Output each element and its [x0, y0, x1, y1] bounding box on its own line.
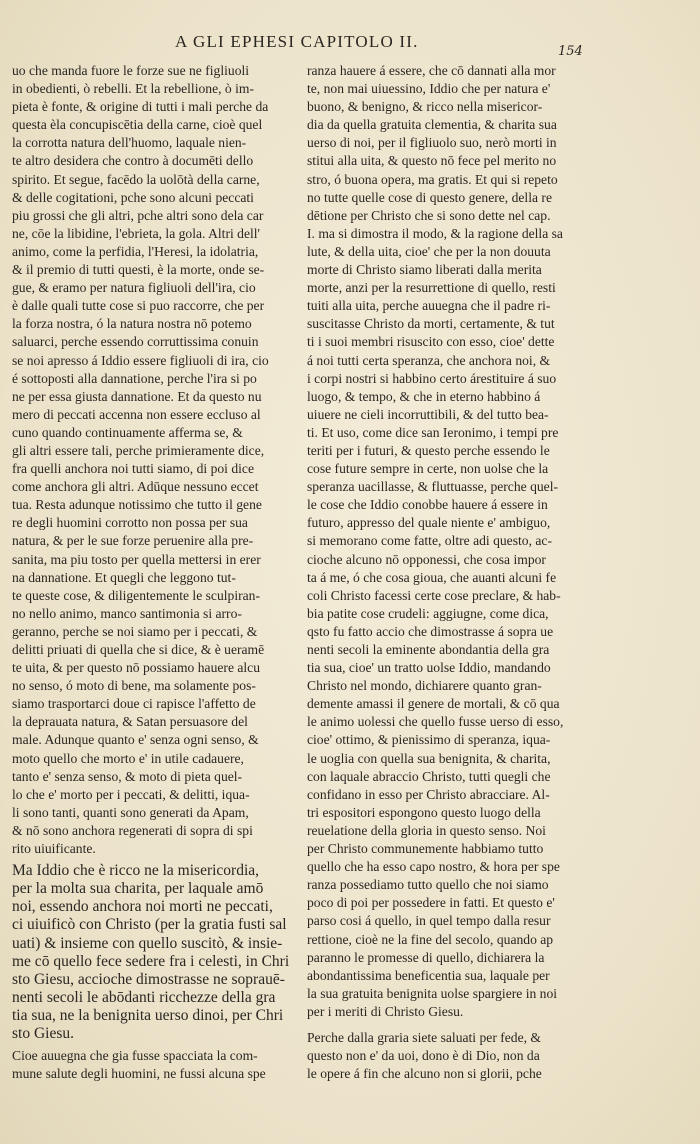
- text-line: dētione per Christo che si sono dette nel cap.: [307, 207, 551, 223]
- text-line: i corpi nostri si habbino certo árestituire á suo: [307, 370, 557, 386]
- text-line: demente amassi il genere de mortali, & cō qua: [307, 696, 560, 712]
- text-line: futuro, appresso del quale niente e' ambiguo,: [307, 515, 551, 531]
- text-line: Christo nel mondo, dichiarere quanto gran-: [307, 678, 542, 694]
- text-line: con laquale abraccio Christo, tutti quegli che: [307, 768, 551, 784]
- running-head: A GLI EPHESI CAPITOLO II.: [175, 32, 419, 51]
- text-line: li sono tanti, quanti sono generati da Apam,: [12, 804, 249, 820]
- text-line: I. ma si dimostra il modo, & la ragione della sa: [307, 225, 563, 241]
- left-paragraph-2: [12, 862, 294, 1043]
- text-line: coli Christo facessi certe cose preclare, & hab-: [307, 587, 561, 603]
- text-line: dia da quella gratuita clementia, & charita sua: [307, 117, 557, 133]
- text-line: tanto e' senza senso, & moto di pieta quel-: [12, 768, 243, 784]
- text-line: qsto fu fatto accio che dimostrasse á sopra ue: [307, 623, 554, 639]
- text-line: le uoglia con quella sua benignita, & charita,: [307, 750, 551, 766]
- text-line: fra quelli anchora noi tutti siamo, di poi dice: [12, 461, 254, 477]
- text-line: tri espositori espongono questo luogo della: [307, 804, 541, 820]
- text-line: mune salute degli huomini, ne fussi alcuna spe: [12, 1066, 266, 1082]
- text-line: la sua gratuita benignita uolse spargiere in noi: [307, 985, 558, 1001]
- text-line: te altro desidera che contro à documēti dello: [12, 153, 254, 169]
- text-line: paranno le promesse di quello, dichiarera la: [307, 949, 545, 965]
- text-line: ti i suoi membri risuscito con esso, cioe' dette: [307, 334, 555, 350]
- text-line: se noi apresso á Iddio essere figliuoli di ira, cio: [12, 352, 269, 368]
- text-line: la forza nostra, ó la natura nostra nō potemo: [12, 316, 252, 332]
- text-line: è dalle quali tutte cose si puo raccorre, che per: [12, 298, 265, 314]
- text-line: cuno quando continuamente afferma se, &: [12, 424, 243, 440]
- text-line: reuelatione della gloria in questo senso. Noi: [307, 822, 546, 838]
- text-line: á noi tutti certa speranza, che anchora noi, &: [307, 352, 551, 368]
- text-line: piu grossi che gli altri, pche altri sono dela car: [12, 207, 264, 223]
- text-line: tua. Resta adunque notissimo che tutto il gene: [12, 497, 262, 513]
- text-line: & delle cogitationi, pche sono alcuni peccati: [12, 189, 254, 205]
- text-line: ranza possediamo tutto quello che noi siamo: [307, 877, 549, 893]
- text-line: buono, & benigno, & ricco nella misericor-: [307, 99, 543, 115]
- text-line: no nello animo, manco santimonia si arro-: [12, 605, 242, 621]
- text-line: speranza uacillasse, & fluttuasse, perche quel-: [307, 479, 558, 495]
- text-line: noi, essendo anchora noi morti ne peccati,: [12, 898, 273, 916]
- text-line: la corrotta natura dell'huomo, laquale nien-: [12, 135, 247, 151]
- text-line: rito uiuificante.: [12, 841, 96, 857]
- text-line: te, non mai uiuessino, Iddio che per natura e': [307, 81, 551, 97]
- text-line: uerso di noi, per il figliuolo suo, nerò morti in: [307, 135, 557, 151]
- text-line: no tutte quelle cose di questo genere, della re: [307, 189, 552, 205]
- text-line: quello che ha esso capo nostro, & hora per spe: [307, 859, 560, 875]
- text-line: saluarci, perche essendo corruttissima conuin: [12, 334, 259, 350]
- text-line: stitui alla uita, & questo nō fece pel merito no: [307, 153, 557, 169]
- text-line: come anchora gli altri. Adūque nessuno eccet: [12, 479, 259, 495]
- text-line: é sottoposti alla dannatione, perche l'ira si po: [12, 370, 257, 386]
- text-line: uo che manda fuore le forze sue ne figliuoli: [12, 63, 250, 78]
- text-line: mero di peccati accenna non essere eccluso al: [12, 406, 261, 422]
- text-line: te queste cose, & diligentemente le sculpiran-: [12, 587, 260, 603]
- text-line: la deprauata natura, & Satan persuasore del: [12, 714, 248, 730]
- text-line: Cioe auuegna che gia fusse spacciata la com-: [12, 1048, 258, 1064]
- text-line: gli altri essere tali, perche primieramente dice,: [12, 442, 265, 458]
- text-line: Ma Iddio che è ricco ne la misericordia,: [12, 862, 260, 880]
- text-line: sanita, ma piu tosto per quella mettersi in erer: [12, 551, 261, 567]
- text-line: luogo, & tempo, & che in eterno habbino á: [307, 388, 541, 404]
- text-line: abondantissima beneficentia sua, laquale per: [307, 967, 550, 983]
- text-line: Perche dalla graria siete saluati per fede, &: [307, 1029, 542, 1045]
- text-line: lute, & della uita, cioe' che per la non douuta: [307, 243, 551, 259]
- text-line: cioe' ottimo, & pienissimo di speranza, iqua-: [307, 732, 551, 748]
- text-line: morte di Christo siamo liberati dalla merita: [307, 262, 542, 278]
- text-line: bia patite cose crudeli: aggiugne, come dica,: [307, 605, 549, 621]
- page-header: [0, 30, 700, 59]
- text-line: natura, & per le sue forze peruenire alla pre-: [12, 533, 254, 549]
- text-line: tuiti alla uita, perche auuegna che il padre ri-: [307, 298, 551, 314]
- text-line: pieta è fonte, & origine di tutti i mali perche da: [12, 99, 269, 115]
- text-line: ranza hauere á essere, che cō dannati alla mor: [307, 63, 556, 78]
- text-line: per la molta sua charita, per laquale amō: [12, 880, 264, 898]
- left-paragraph-3: [12, 1047, 294, 1083]
- right-paragraph-1: [307, 62, 597, 1021]
- text-line: ta á me, ó che cosa gioua, che auanti alcuni fe: [307, 569, 557, 585]
- text-line: le opere á fin che alcuno non si glorii, pche: [307, 1066, 542, 1082]
- page-number: 154: [558, 44, 583, 59]
- left-column: [12, 62, 294, 1083]
- text-line: sto Giesu, accioche dimostrasse ne soprauē-: [12, 970, 285, 988]
- text-line: sto Giesu.: [12, 1024, 74, 1042]
- text-line: ne, cōe la libidine, l'ebrieta, la gola. Altri dell': [12, 225, 260, 241]
- text-line: tia sua, ne la benignita uerso dinoi, per Chri: [12, 1006, 284, 1024]
- right-column: [307, 62, 597, 1083]
- text-line: uiuere ne cieli incorruttibili, & del tutto bea-: [307, 406, 549, 422]
- text-line: cioche alcuno nō opponessi, che cosa impor: [307, 551, 546, 567]
- left-paragraph-1: [12, 62, 294, 858]
- text-line: spirito. Et segue, facēdo la uolōtà della carne,: [12, 171, 260, 187]
- text-line: le animo uolessi che quello fusse uerso di esso,: [307, 714, 564, 730]
- text-line: questa èla concupiscētia della carne, cioè quel: [12, 117, 263, 133]
- text-line: per Christo communemente habbiamo tutto: [307, 841, 544, 857]
- text-line: gue, & eramo per natura figliuoli dell'ira, cio: [12, 280, 256, 296]
- text-line: lo che e' morto per i peccati, & delitti, iqua-: [12, 786, 250, 802]
- text-line: & nō sono anchora regenerati di sopra di spi: [12, 822, 253, 838]
- text-line: na dannatione. Et quegli che leggono tut-: [12, 569, 236, 585]
- text-line: no senso, ó moto di bene, ma solamente pos-: [12, 678, 256, 694]
- text-line: te uita, & per questo nō possiamo hauere alcu: [12, 660, 261, 676]
- text-line: stro, ó buona opera, ma gratis. Et qui si repeto: [307, 171, 558, 187]
- text-line: ne per essa giusta dannatione. Et da questo nu: [12, 388, 262, 404]
- text-line: male. Adunque quanto e' senza ogni senso, &: [12, 732, 259, 748]
- text-line: rettione, cioè ne la fine del secolo, quando ap: [307, 931, 554, 947]
- text-line: geranno, perche se noi siamo per i peccati, &: [12, 623, 258, 639]
- text-line: uati) & insieme con quello suscitò, & insie-: [12, 934, 283, 952]
- text-line: siamo trasportarci doue ci rapisce l'affetto de: [12, 696, 256, 712]
- text-line: nenti secoli la eminente abondantia della gra: [307, 642, 550, 657]
- text-line: re degli huomini corrotto non possa per sua: [12, 515, 248, 531]
- text-line: per i meriti di Christo Giesu.: [307, 1003, 464, 1019]
- text-line: si memorano come fatte, oltre adi questo, ac-: [307, 533, 552, 549]
- text-line: morte, anzi per la resurrettione di quello, resti: [307, 280, 556, 296]
- text-line: me cō quello fece sedere fra i celesti, in Chri: [12, 952, 290, 970]
- text-line: ci uiuificò con Christo (per la gratia fusti sal: [12, 916, 287, 934]
- text-line: moto quello che morto e' in utile cadauere,: [12, 750, 244, 766]
- text-line: questo non e' da uoi, dono è di Dio, non da: [307, 1048, 540, 1064]
- text-line: animo, come la perfidia, l'Heresi, la idolatria,: [12, 243, 259, 259]
- text-line: nenti secoli le abōdanti ricchezze della gra: [12, 988, 276, 1006]
- text-line: suscitasse Christo da morti, certamente, & tut: [307, 316, 555, 332]
- text-line: teriti per i futuri, & questo perche essendo le: [307, 442, 550, 458]
- text-line: le cose che Iddio conobbe hauere á essere in: [307, 497, 548, 513]
- text-line: & il premio di tutti questi, è la morte, onde se-: [12, 262, 265, 278]
- text-line: parso cosi á quello, in quel tempo dalla resur: [307, 913, 551, 929]
- text-line: ti. Et uso, come dice san Ieronimo, i tempi pre: [307, 424, 559, 440]
- text-line: confidano in esso per Christo abracciare. Al-: [307, 786, 550, 802]
- right-paragraph-2: [307, 1029, 597, 1083]
- text-line: poco di poi per possedere in fatti. Et questo e': [307, 895, 555, 911]
- text-line: cose future sempre in certe, non uolse che la: [307, 461, 549, 477]
- text-line: delitti priuati di quella che si dice, & è ueramē: [12, 642, 265, 657]
- text-line: in obedienti, ò rebelli. Et la rebellione, ò im-: [12, 81, 254, 97]
- text-line: tia sua, cioe' un tratto uolse Iddio, mandando: [307, 660, 551, 676]
